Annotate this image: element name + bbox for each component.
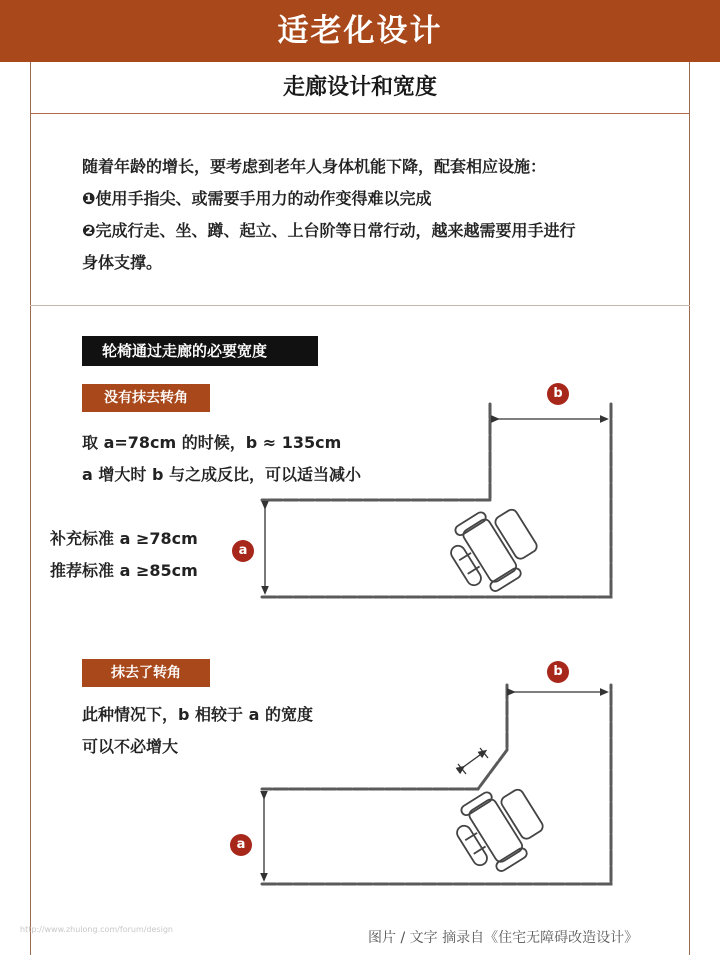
wheelchair-icon [440,496,546,602]
case1-text-1: 取 a=78cm 的时候，b ≈ 135cm [82,433,342,452]
label-b-badge: b [547,383,569,405]
section-subtitle: 走廊设计和宽度 [30,62,690,114]
intro-line-3: ❷完成行走、坐、蹲、起立、上台阶等日常行动，越来越需要用手进行 [82,221,576,240]
intro-line-1: 随着年龄的增长，要考虑到老年人身体机能下降，配套相应设施： [82,157,547,176]
case1-standard-2: 推荐标准 a ≥85cm [50,561,198,580]
case2-tag: 抹去了转角 [82,659,210,687]
dimension-chamfer [462,752,484,768]
case2-text-1: 此种情况下，b 相较于 a 的宽度 [82,705,313,724]
section-heading: 轮椅通过走廊的必要宽度 [82,336,318,366]
label-b-badge: b [547,661,569,683]
page-title: 适老化设计 [277,13,443,49]
watermark: http://www.zhulong.com/forum/design [20,925,173,934]
intro-line-4: 身体支撑。 [82,253,163,272]
label-a-badge: a [230,834,252,856]
corridor-diagram-chamfered-corner [262,685,611,884]
source-credit: 图片 / 文字 摘录自《住宅无障碍改造设计》 [368,930,639,946]
intro-line-2: ❶使用手指尖、或需要手用力的动作变得难以完成 [82,189,432,208]
wheelchair-icon [446,776,552,882]
corridor-diagram-sharp-corner [262,404,611,597]
case2-text-2: 可以不必增大 [82,737,179,756]
label-a-badge: a [232,540,254,562]
case1-standard-1: 补充标准 a ≥78cm [50,529,198,548]
case1-text-2: a 增大时 b 与之成反比，可以适当减小 [82,465,361,484]
case1-tag: 没有抹去转角 [82,384,210,412]
